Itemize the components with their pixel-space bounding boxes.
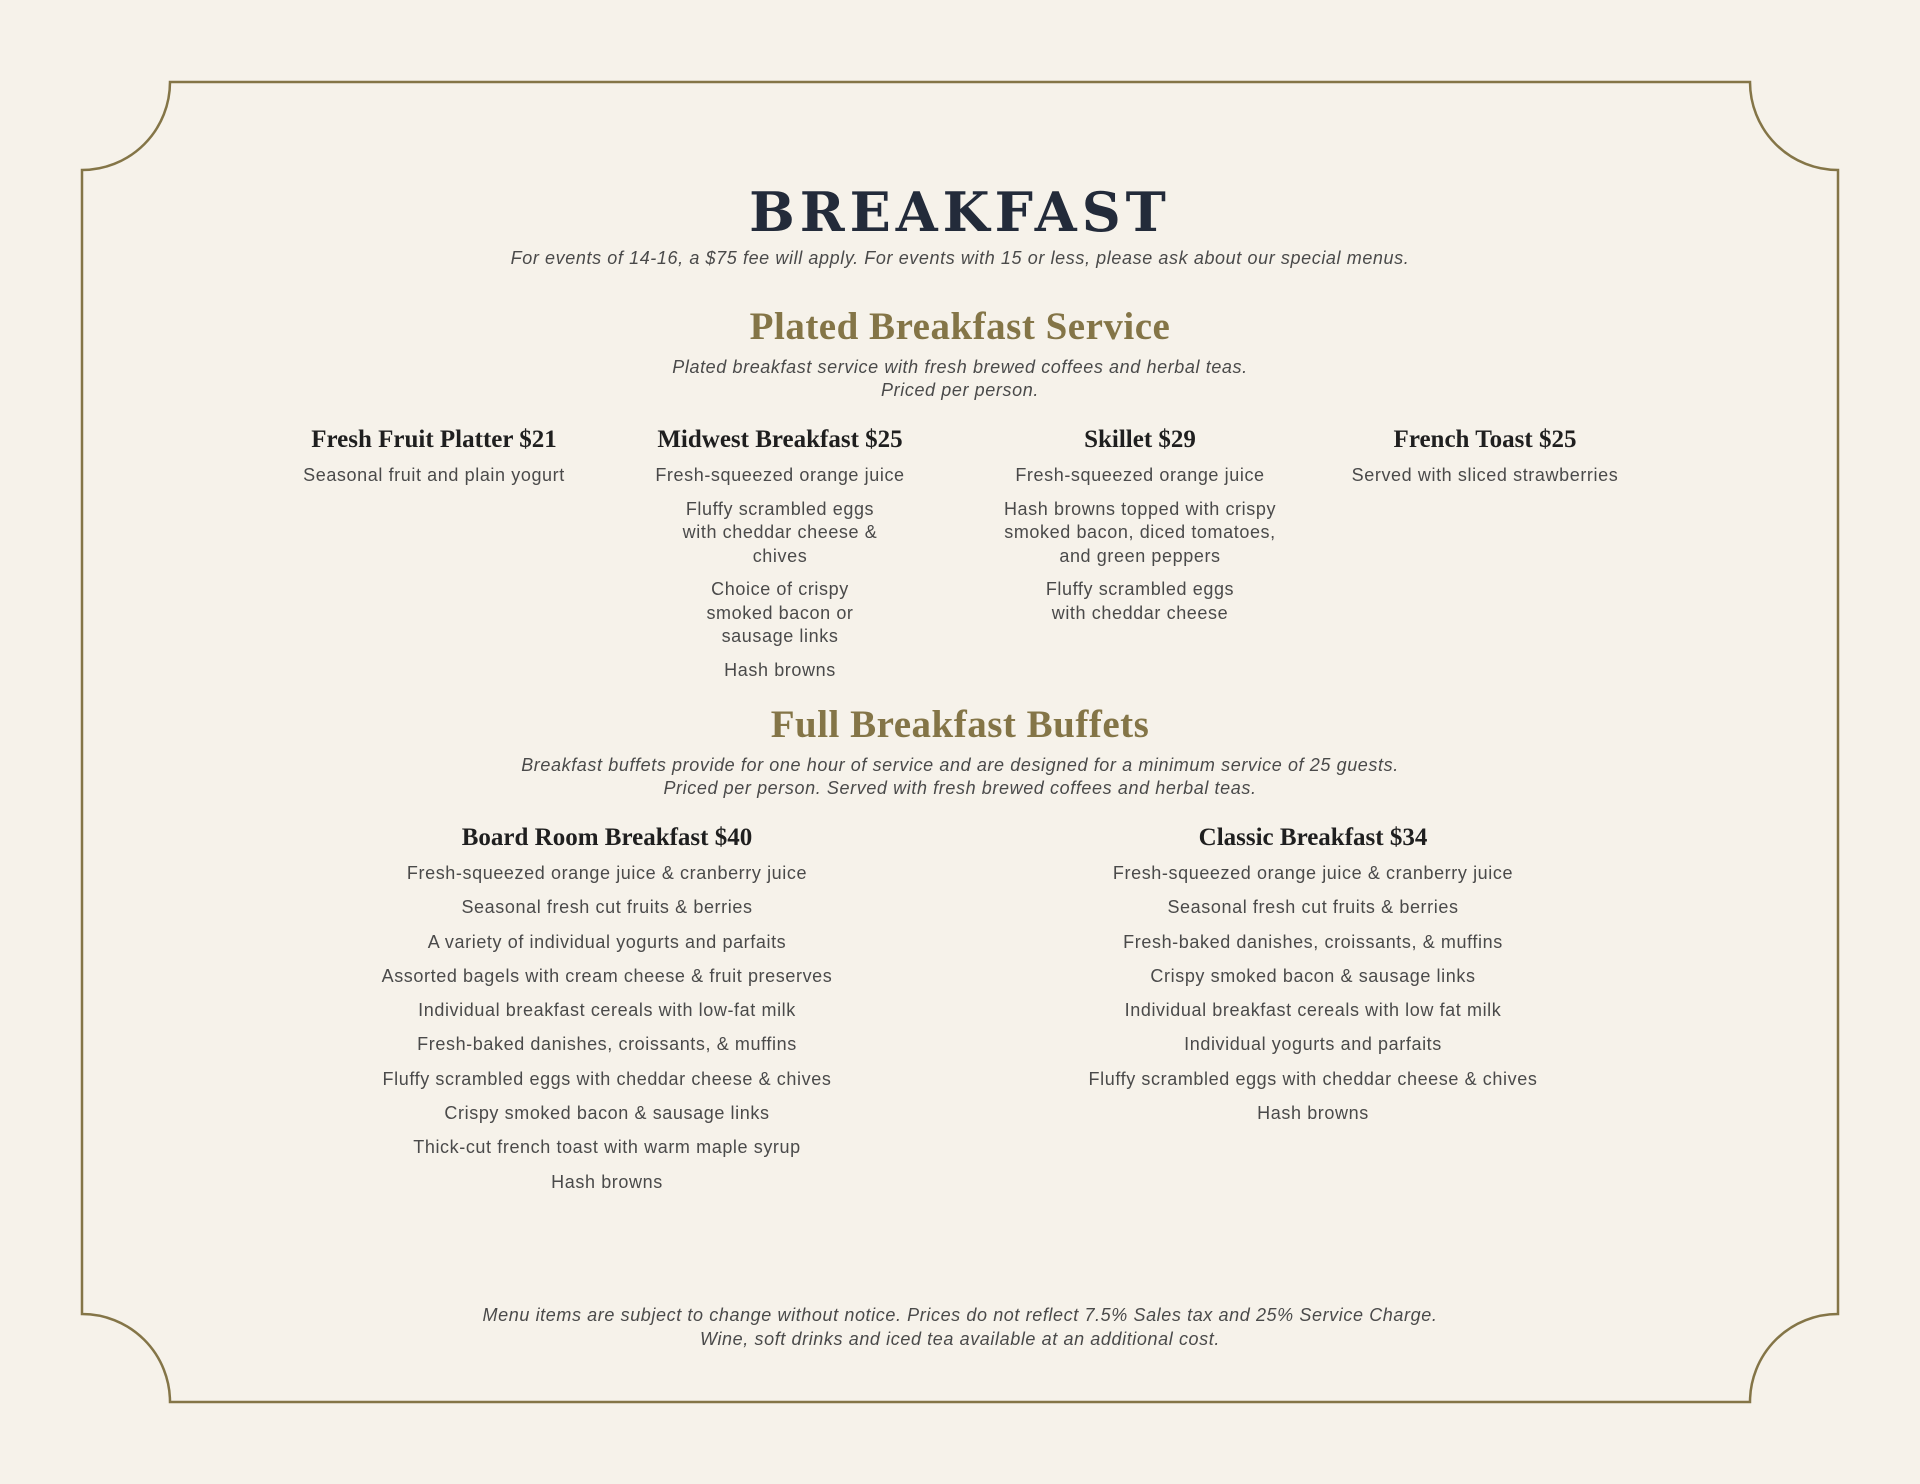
buffet-board-room-breakfast [327, 822, 887, 1205]
menu-item-fresh-fruit-platter [279, 424, 589, 498]
menu-item-skillet [980, 424, 1300, 635]
menu-item-title: Classic Breakfast $34 [1198, 824, 1428, 851]
menu-item-line: Individual breakfast cereals with low fat milk [1124, 1000, 1502, 1021]
menu-item-line: Hash browns topped with crispy smoked bacon, diced tomatoes, and green peppers [1003, 498, 1277, 566]
menu-item-title: French Toast $25 [1393, 426, 1577, 453]
plated-section-description [0, 356, 1920, 402]
footer-line: Wine, soft drinks and iced tea available at an additional cost. [700, 1329, 1220, 1349]
menu-item-line: Thick-cut french toast with warm maple syrup [413, 1137, 801, 1158]
intro-note: For events of 14-16, a $75 fee will apply. For events with 15 or less, please ask about our special menus. [510, 248, 1410, 268]
menu-item-line: Hash browns [551, 1171, 663, 1192]
menu-item-line: Fresh-squeezed orange juice & cranberry juice [1112, 863, 1514, 883]
menu-item-line: Seasonal fresh cut fruits & berries [461, 897, 753, 918]
menu-item-line: A variety of individual yogurts and parfaits [427, 931, 787, 952]
menu-item-line: Choice of crispy smoked bacon or sausage links [706, 579, 854, 646]
menu-item-line: Fluffy scrambled eggs with cheddar cheese & chives [1088, 1068, 1538, 1089]
buffet-classic-breakfast [1033, 822, 1593, 1136]
menu-item-line: Assorted bagels with cream cheese & fruit preserves [381, 965, 833, 986]
menu-item-line: Crispy smoked bacon & sausage links [444, 1103, 770, 1124]
menu-item-line: Fluffy scrambled eggs with cheddar cheese & chives [382, 1068, 832, 1089]
menu-item-line: Individual breakfast cereals with low-fat milk [418, 1000, 796, 1021]
menu-item-line: Fluffy scrambled eggs with cheddar cheese & chives [682, 498, 878, 566]
menu-item-line: Seasonal fruit and plain yogurt [303, 465, 565, 485]
menu-item-line: Fluffy scrambled eggs with cheddar cheese [1045, 579, 1235, 623]
plated-section-title: Plated Breakfast Service [749, 305, 1171, 348]
menu-item-line: Hash browns [1257, 1103, 1369, 1124]
buffets-desc-line: Priced per person. Served with fresh brewed coffees and herbal teas. [663, 778, 1257, 798]
menu-item-line: Crispy smoked bacon & sausage links [1150, 965, 1476, 986]
buffets-section-title: Full Breakfast Buffets [770, 703, 1150, 746]
footer-note [0, 1303, 1920, 1351]
page-title: BREAKFAST [749, 180, 1171, 244]
menu-item-french-toast [1320, 424, 1650, 498]
buffets-section-description [0, 754, 1920, 800]
footer-line: Menu items are subject to change without notice. Prices do not reflect 7.5% Sales tax and 25% Service Charge. [482, 1305, 1438, 1325]
menu-item-line: Seasonal fresh cut fruits & berries [1167, 897, 1459, 918]
menu-item-line: Fresh-baked danishes, croissants, & muffins [417, 1034, 797, 1055]
menu-item-title: Fresh Fruit Platter $21 [311, 426, 557, 453]
menu-item-line: Hash browns [724, 659, 836, 680]
menu-item-title: Midwest Breakfast $25 [657, 426, 903, 453]
menu-item-line: Fresh-baked danishes, croissants, & muffins [1123, 931, 1503, 952]
menu-item-line: Fresh-squeezed orange juice [655, 465, 905, 485]
menu-item-title: Skillet $29 [1084, 426, 1196, 453]
menu-item-line: Served with sliced strawberries [1351, 465, 1619, 485]
menu-item-line: Fresh-squeezed orange juice [1015, 465, 1265, 485]
plated-desc-line: Priced per person. [881, 380, 1039, 400]
menu-item-title: Board Room Breakfast $40 [461, 824, 753, 851]
menu-item-midwest-breakfast [632, 424, 928, 692]
menu-item-line: Individual yogurts and parfaits [1184, 1034, 1442, 1055]
buffets-desc-line: Breakfast buffets provide for one hour of service and are designed for a minimum service of 25 guests. [521, 755, 1399, 775]
menu-item-line: Fresh-squeezed orange juice & cranberry juice [406, 863, 808, 883]
plated-desc-line: Plated breakfast service with fresh brewed coffees and herbal teas. [672, 357, 1248, 377]
